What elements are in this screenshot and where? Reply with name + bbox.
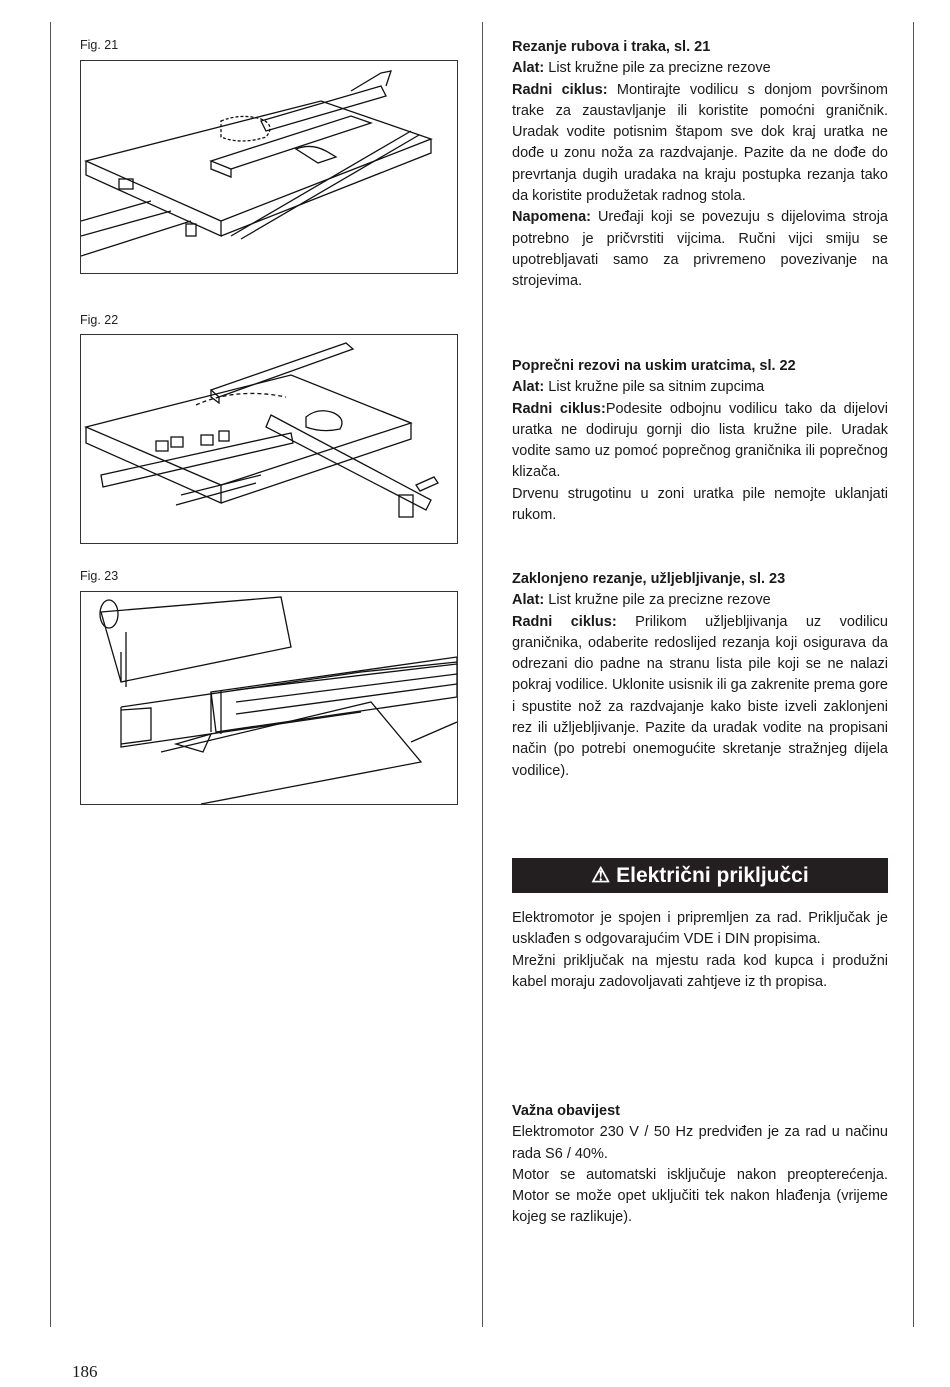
fig-21-label: Fig. 21 <box>80 38 119 52</box>
cycle-text: Podesite odbojnu vodilicu tako da dijelovi uratka ne dodiruju gornji dio lista kružne pile. Uradak vodite samo uz pomoć poprečnog graničnika ili poprečnog klizača. <box>512 400 888 481</box>
electrical-paragraph-1: Elektromotor je spojen i pripremljen za rad. Priključak je usklađen s odgovarajućim VDE i DIN propisima. <box>512 910 888 948</box>
tool-line <box>512 590 888 611</box>
section-edge-strip-cutting <box>512 37 888 293</box>
tool-label: Alat: <box>512 60 545 77</box>
notice-paragraph-1: Elektromotor 230 V / 50 Hz predviđen je za rad u načinu rada S6 / 40%. <box>512 1124 888 1162</box>
work-cycle <box>512 612 888 782</box>
tool-label: Alat: <box>512 592 545 609</box>
electrical-paragraph-2: Mrežni priključak na mjestu rada kod kupca i produžni kabel moraju zadovoljavati zahtjeve iz th propisa. <box>512 952 888 990</box>
section-hidden-cutting <box>512 569 888 782</box>
tool-label: Alat: <box>512 379 545 396</box>
cycle-label: Radni ciklus: <box>512 81 608 98</box>
section-cross-cuts <box>512 356 888 526</box>
work-cycle <box>512 399 888 484</box>
work-cycle <box>512 80 888 208</box>
warning-icon: ⚠ <box>591 864 611 887</box>
tool-line <box>512 58 888 79</box>
notice-paragraph-2: Motor se automatski isključuje nakon preopterećenja. Motor se može opet uključiti tek nakon hlađenja (vrijeme kojeg se razlikuje). <box>512 1166 888 1226</box>
cycle-label: Radni ciklus: <box>512 400 606 417</box>
cycle-label: Radni ciklus: <box>512 613 617 630</box>
fig-23-label: Fig. 23 <box>80 569 119 583</box>
notice-heading: Važna obavijest <box>512 1103 620 1119</box>
page-number: 186 <box>72 1362 98 1381</box>
important-notice <box>512 1101 888 1229</box>
fig-23-illustration <box>80 591 458 805</box>
electrical-connections-banner <box>512 858 888 893</box>
note <box>512 207 888 292</box>
electrical-text <box>512 908 888 993</box>
fig-21-illustration <box>80 60 458 274</box>
tool-text: List kružne pile sa sitnim zupcima <box>544 379 765 396</box>
cycle-text: Prilikom užljebljivanja uz vodilicu graničnika, odaberite redoslijed rezanja koji osigurava da odrezani dio padne na stranu lista pile koji se ne nalazi pokraj vodilice. Uklonite usisnik ili ga zakrenite prema gore i spustite nož za razdvajanje kako biste izveli zaklonjeni rez ili užljebljivanje. Pazite da uradak vodite na propisani način (po potrebi onemogućite skretanje stražnjeg dijela vodilice). <box>512 613 888 779</box>
fig-22-illustration <box>80 334 458 544</box>
tool-text: List kružne pile za precizne rezove <box>544 592 771 609</box>
tool-text: List kružne pile za precizne rezove <box>544 60 771 77</box>
banner-title: Električni priključci <box>616 863 809 887</box>
section-heading: Zaklonjeno rezanje, užljebljivanje, sl. 23 <box>512 571 786 587</box>
cycle-text: Montirajte vodilicu s donjom površinom trake za zaustavljanje ili koristite pomoćni graničnik. Uradak vodite potisnim štapom sve dok kraj uratka ne dođe u zonu noža za razdvajanje. Pazite da ne dođe do prevrtanja dugih uradaka na kraju postupka rezanja tako da koristite produžetak radnog stola. <box>512 81 888 205</box>
right-margin-rule <box>913 22 914 1327</box>
column-divider <box>482 22 483 1327</box>
tool-line <box>512 377 888 398</box>
extra-text: Drvenu strugotinu u zoni uratka pile nemojte uklanjati rukom. <box>512 485 888 524</box>
note-label: Napomena: <box>512 209 591 226</box>
section-heading: Poprečni rezovi na uskim uratcima, sl. 22 <box>512 358 796 374</box>
fig-22-label: Fig. 22 <box>80 313 119 327</box>
left-margin-rule <box>50 22 51 1327</box>
section-heading: Rezanje rubova i traka, sl. 21 <box>512 39 711 55</box>
note-text: Uređaji koji se povezuju s dijelovima stroja potrebno je pričvrstiti vijcima. Ručni vijci smiju se upotrebljavati samo za privremeno povezivanje na strojevima. <box>512 209 888 290</box>
